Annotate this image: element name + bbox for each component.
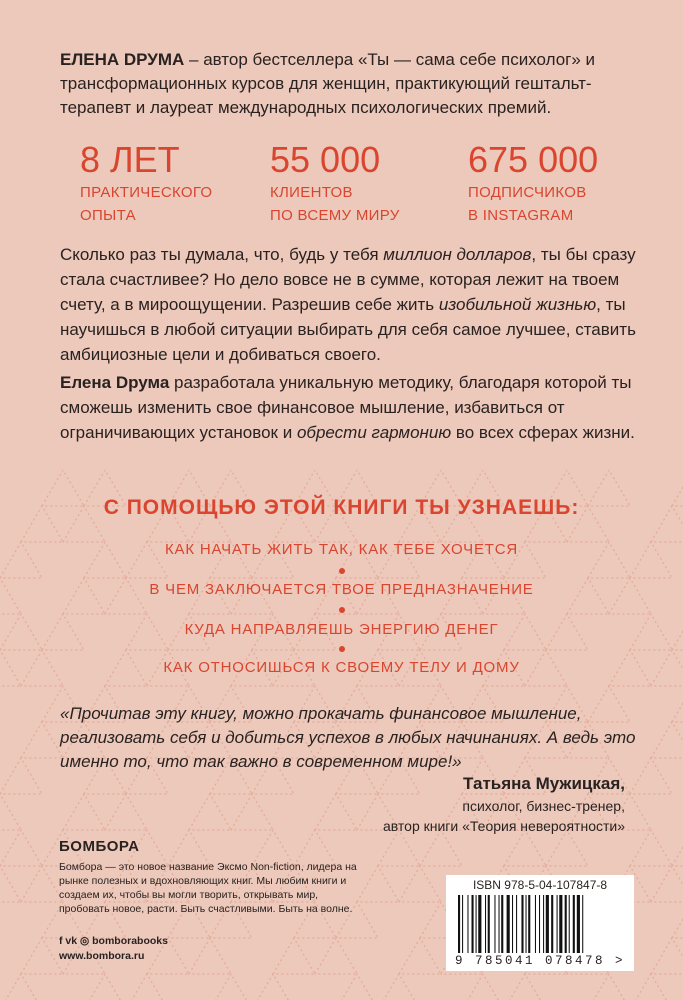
vk-icon: vk <box>65 935 78 947</box>
quote-author-name: Татьяна Мужицкая, <box>463 774 625 793</box>
barcode-bar <box>573 895 575 953</box>
stat-number: 675 000 <box>468 139 599 180</box>
emphasis-span: миллион долларов <box>383 245 532 264</box>
social-handle: bomborabooks <box>92 935 168 947</box>
author-intro-text: – автор бестселлера «Ты — сама себе психолог» и трансформационных курсов для женщин, практикующий гештальт-терапевт и лауреат международных психологических премий. <box>60 50 596 117</box>
publisher-website: www.bombora.ru <box>59 950 145 962</box>
stat-label-line1: ПОДПИСЧИКОВ <box>468 184 587 201</box>
barcode-bar <box>543 895 544 953</box>
text-span: , ты бы сразу стала счастливее? Но дело вовсе не в сумме, которая лежит на твоем счету, а в мироощущении. Разрешив себе жить <box>60 245 636 314</box>
barcode-bar <box>485 895 486 953</box>
author-intro <box>60 48 640 120</box>
barcode-bar <box>499 895 500 953</box>
barcode-bar <box>539 895 540 953</box>
learn-heading: С ПОМОЩЬЮ ЭТОЙ КНИГИ ТЫ УЗНАЕШЬ: <box>103 496 580 519</box>
barcode-bar <box>476 895 477 953</box>
author-name-bold: Елена Dрума <box>60 373 170 392</box>
facebook-icon: f <box>59 935 63 947</box>
barcode-bar <box>478 895 481 953</box>
stat-label-line1: ПРАКТИЧЕСКОГО <box>80 184 213 201</box>
publisher-logo: БОМБОРА <box>59 838 140 855</box>
publisher-description: Бомбора — это новое название Эксмо Non-fiction, лидера на рынке полезных и вдохновляющих книг. Мы любим книги и создаем их, чтобы вы могли творить, открывать мир, пробовать новое, расти. Быть счастливыми. Быть на волне. <box>59 861 357 915</box>
bullet-dot <box>339 607 345 613</box>
barcode-bar <box>488 895 490 953</box>
learn-item: КУДА НАПРАВЛЯЕШЬ ЭНЕРГИЮ ДЕНЕГ <box>184 621 499 638</box>
bullet-dot <box>339 646 345 652</box>
learn-item: В ЧЕМ ЗАКЛЮЧАЕТСЯ ТВОЕ ПРЕДНАЗНАЧЕНИЕ <box>149 581 534 598</box>
text-span: разработала уникальную методику, благодаря которой ты сможешь изменить свое финансовое мышление, избавиться от ограничивающих установок и <box>60 373 632 442</box>
stat-label-line2: В INSTAGRAM <box>468 207 574 224</box>
stat-years <box>80 140 212 226</box>
stat-number: 8 ЛЕТ <box>80 139 180 180</box>
barcode-bar <box>582 895 583 953</box>
barcode-bar <box>557 895 558 953</box>
learn-item: КАК ОТНОСИШЬСЯ К СВОЕМУ ТЕЛУ И ДОМУ <box>163 659 520 676</box>
instagram-icon: ◎ <box>80 935 90 947</box>
barcode-bar <box>458 895 460 953</box>
stat-clients <box>270 140 400 226</box>
description-paragraph-2 <box>60 370 640 445</box>
barcode-bar <box>526 895 527 953</box>
barcode-bar <box>551 895 553 953</box>
author-name: ЕЛЕНА DРУМА <box>60 50 185 69</box>
social-links <box>59 935 168 947</box>
quote-author-book: автор книги «Теория невероятности» <box>382 818 625 834</box>
stat-number: 55 000 <box>270 139 381 180</box>
stat-subscribers <box>468 140 598 226</box>
emphasis-span: изобильной жизнью <box>438 295 597 314</box>
testimonial-quote: «Прочитав эту книгу, можно прокачать финансовое мышление, реализовать себя и добиться успехов в любых начинаниях. А ведь это именно то, что так важно в современном мире!» <box>60 704 636 771</box>
quote-author-block <box>383 772 625 836</box>
stat-label-line2: ОПЫТА <box>80 207 136 224</box>
stats-block <box>80 140 640 230</box>
barcode-bar <box>501 895 503 953</box>
barcode-bar <box>535 895 536 953</box>
barcode-bar <box>462 895 463 953</box>
barcode-bar <box>516 895 517 953</box>
barcode-bar <box>521 895 523 953</box>
barcode-digits: 9 785041 078478 > <box>454 954 626 968</box>
description-paragraph-1 <box>60 242 640 367</box>
barcode-bar <box>494 895 495 953</box>
quote-author-role: психолог, бизнес-тренер, <box>462 798 625 814</box>
barcode-bar <box>472 895 474 953</box>
text-span: , ты научишься в любой ситуации выбирать для себя самое лучшее, ставить амбициозные цели и добиваться своего. <box>60 295 636 364</box>
barcode-bar <box>565 895 567 953</box>
emphasis-span: обрести гармонию <box>296 423 452 442</box>
barcode-bar <box>528 895 530 953</box>
barcode-box <box>446 875 634 971</box>
text-span: Сколько раз ты думала, что, будь у тебя <box>60 245 384 264</box>
barcode-bar <box>559 895 562 953</box>
learn-item: КАК НАЧАТЬ ЖИТЬ ТАК, КАК ТЕБЕ ХОЧЕТСЯ <box>165 541 518 558</box>
bullet-dot <box>339 568 345 574</box>
stat-label-line2: ПО ВСЕМУ МИРУ <box>270 207 400 224</box>
barcode-icon <box>458 895 622 953</box>
barcode-bar <box>507 895 510 953</box>
barcode-bar <box>577 895 580 953</box>
stat-label-line1: КЛИЕНТОВ <box>270 184 353 201</box>
text-span: во всех сферах жизни. <box>451 423 635 442</box>
barcode-bar <box>512 895 513 953</box>
barcode-bar <box>546 895 549 953</box>
barcode-bar <box>569 895 570 953</box>
barcode-bar <box>467 895 468 953</box>
isbn-text: ISBN 978-5-04-107847-8 <box>472 878 608 892</box>
